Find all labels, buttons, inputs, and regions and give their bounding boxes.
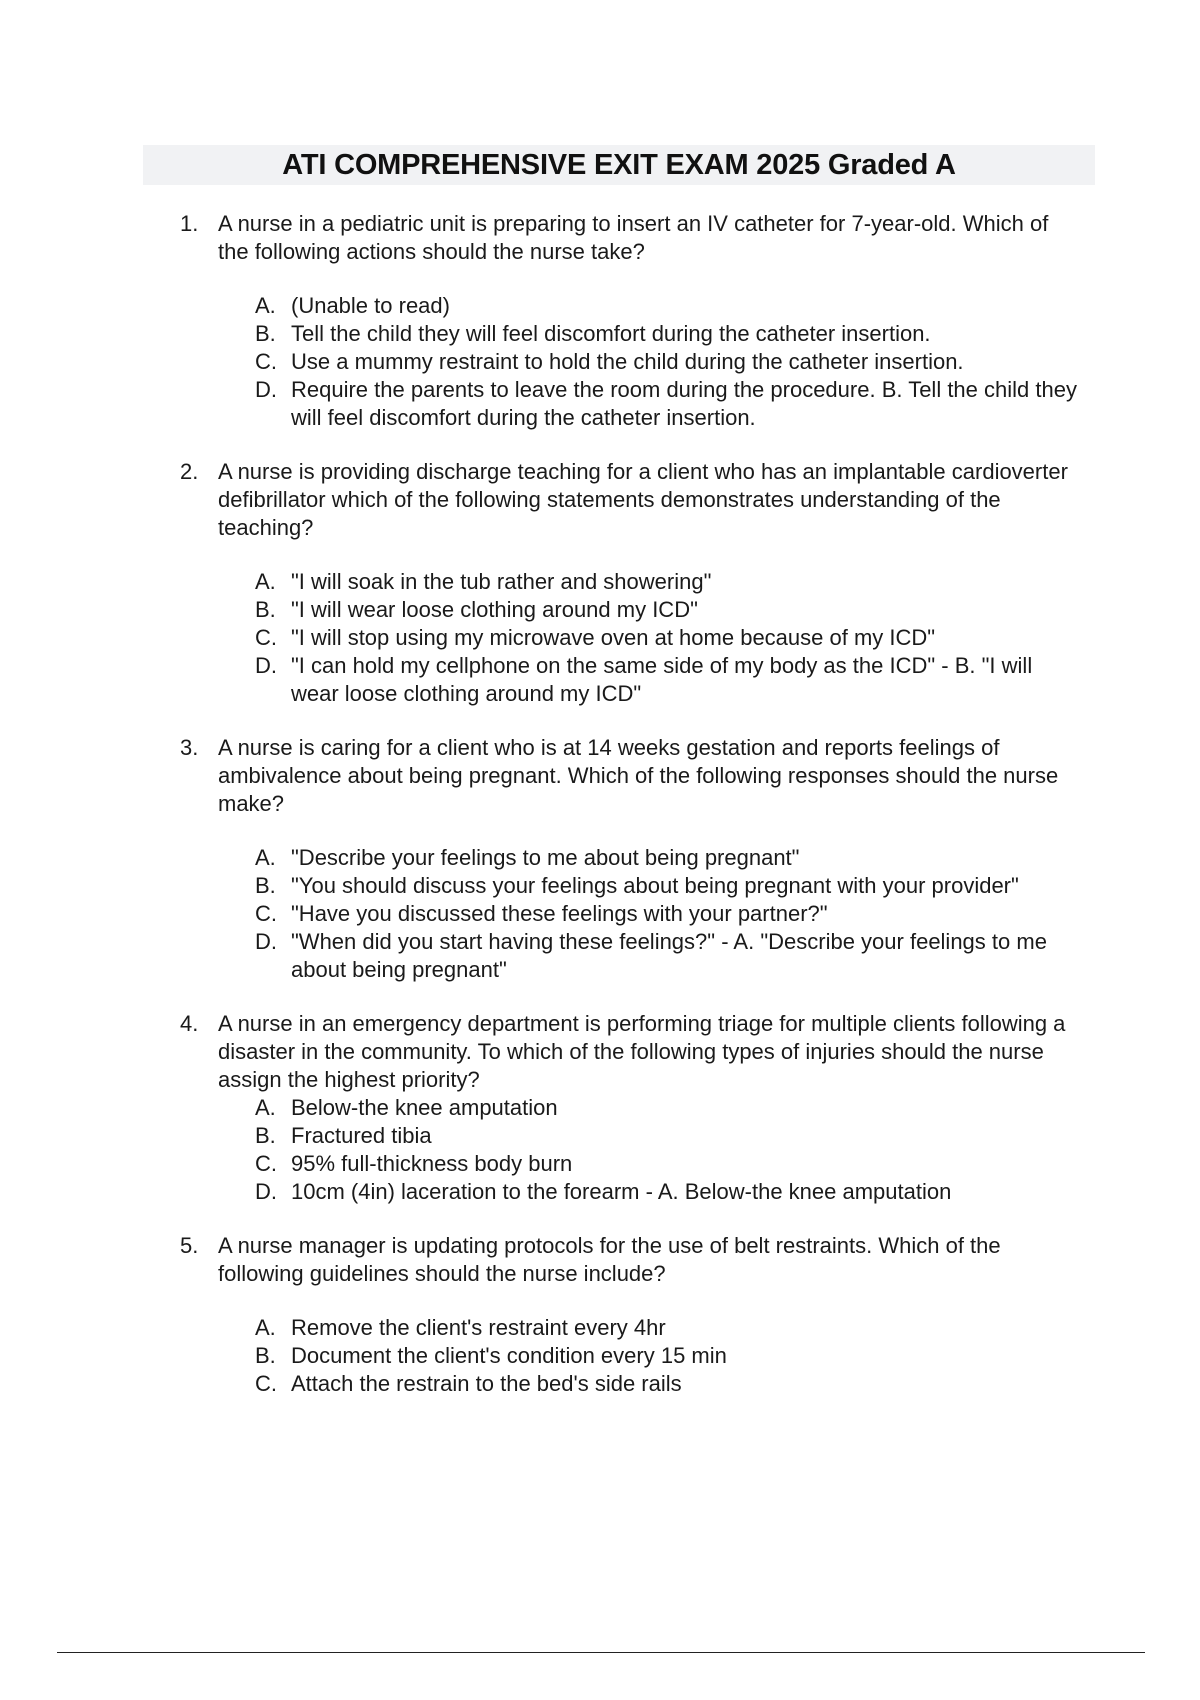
option-text: Fractured tibia <box>291 1123 432 1148</box>
option-c <box>255 900 1080 928</box>
option-c <box>255 624 1080 652</box>
option-text: "You should discuss your feelings about being pregnant with your provider" <box>291 873 1019 898</box>
option-a <box>255 292 1080 320</box>
question-text: A nurse in an emergency department is performing triage for multiple clients following a disaster in the community. To which of the following types of injuries should the nurse assign the highest priority? <box>218 1011 1066 1092</box>
option-letter: C. <box>255 1151 277 1176</box>
option-letter: A. <box>255 845 276 870</box>
question-number: 4. <box>180 1011 199 1036</box>
option-letter: B. <box>255 1343 276 1368</box>
option-text: Tell the child they will feel discomfort during the catheter insertion. <box>291 321 931 346</box>
option-letter: C. <box>255 625 277 650</box>
option-letter: D. <box>255 377 277 402</box>
option-letter: A. <box>255 1095 276 1120</box>
page-title: ATI COMPREHENSIVE EXIT EXAM 2025 Graded A <box>282 148 956 181</box>
option-text: "I can hold my cellphone on the same side of my body as the ICD" - B. "I will wear loose clothing around my ICD" <box>291 653 1033 706</box>
option-text: "Have you discussed these feelings with your partner?" <box>291 901 828 926</box>
option-b <box>255 872 1080 900</box>
option-b <box>255 320 1080 348</box>
option-text: "I will stop using my microwave oven at home because of my ICD" <box>291 625 936 650</box>
option-letter: C. <box>255 1371 277 1396</box>
option-text: 95% full-thickness body burn <box>291 1151 573 1176</box>
question-3 <box>180 734 1080 984</box>
option-text: "When did you start having these feelings?" - A. "Describe your feelings to me about being pregnant" <box>291 929 1047 982</box>
option-text: "Describe your feelings to me about being pregnant" <box>291 845 800 870</box>
question-body <box>218 458 1080 708</box>
option-letter: D. <box>255 1179 277 1204</box>
option-letter: B. <box>255 873 276 898</box>
option-d <box>255 1178 1080 1206</box>
option-text: Remove the client's restraint every 4hr <box>291 1315 666 1340</box>
option-list <box>218 568 1080 708</box>
question-number: 2. <box>180 459 199 484</box>
option-c <box>255 1370 1080 1398</box>
option-list <box>218 844 1080 984</box>
question-number: 5. <box>180 1233 199 1258</box>
question-body <box>218 210 1080 432</box>
option-letter: D. <box>255 929 277 954</box>
option-letter: B. <box>255 321 276 346</box>
question-body <box>218 1232 1080 1398</box>
option-d <box>255 652 1080 708</box>
option-text: Below-the knee amputation <box>291 1095 558 1120</box>
option-letter: A. <box>255 569 276 594</box>
question-2 <box>180 458 1080 708</box>
question-number: 3. <box>180 735 199 760</box>
option-b <box>255 1342 1080 1370</box>
question-text: A nurse manager is updating protocols for the use of belt restraints. Which of the following guidelines should the nurse include? <box>218 1233 1001 1286</box>
footer-divider <box>57 1652 1145 1653</box>
question-4 <box>180 1010 1080 1206</box>
option-list <box>218 292 1080 432</box>
option-text: Require the parents to leave the room during the procedure. B. Tell the child they will feel discomfort during the catheter insertion. <box>291 377 1077 430</box>
option-letter: B. <box>255 1123 276 1148</box>
option-d <box>255 928 1080 984</box>
question-1 <box>180 210 1080 432</box>
option-text: Use a mummy restraint to hold the child during the catheter insertion. <box>291 349 964 374</box>
option-b <box>255 596 1080 624</box>
option-list <box>218 1314 1080 1398</box>
option-letter: A. <box>255 1315 276 1340</box>
option-text: "I will wear loose clothing around my ICD" <box>291 597 698 622</box>
option-letter: A. <box>255 293 276 318</box>
question-body <box>218 1010 1080 1206</box>
question-text: A nurse is providing discharge teaching for a client who has an implantable cardioverter defibrillator which of the following statements demonstrates understanding of the teaching? <box>218 459 1068 540</box>
option-text: (Unable to read) <box>291 293 450 318</box>
option-text: Document the client's condition every 15 min <box>291 1343 727 1368</box>
option-a <box>255 844 1080 872</box>
option-a <box>255 1314 1080 1342</box>
option-c <box>255 348 1080 376</box>
option-a <box>255 1094 1080 1122</box>
title-banner <box>143 145 1095 185</box>
option-c <box>255 1150 1080 1178</box>
option-text: "I will soak in the tub rather and showering" <box>291 569 712 594</box>
question-body <box>218 734 1080 984</box>
option-letter: C. <box>255 901 277 926</box>
option-b <box>255 1122 1080 1150</box>
option-letter: C. <box>255 349 277 374</box>
option-letter: D. <box>255 653 277 678</box>
question-text: A nurse is caring for a client who is at 14 weeks gestation and reports feelings of ambivalence about being pregnant. Which of the following responses should the nurse make? <box>218 735 1059 816</box>
question-list <box>180 210 1080 1398</box>
option-text: Attach the restrain to the bed's side rails <box>291 1371 682 1396</box>
question-5 <box>180 1232 1080 1398</box>
option-text: 10cm (4in) laceration to the forearm - A. Below-the knee amputation <box>291 1179 952 1204</box>
option-letter: B. <box>255 597 276 622</box>
option-a <box>255 568 1080 596</box>
option-list <box>218 1094 1080 1206</box>
question-number: 1. <box>180 211 199 236</box>
question-text: A nurse in a pediatric unit is preparing to insert an IV catheter for 7-year-old. Which of the following actions should the nurse take? <box>218 211 1049 264</box>
option-d <box>255 376 1080 432</box>
